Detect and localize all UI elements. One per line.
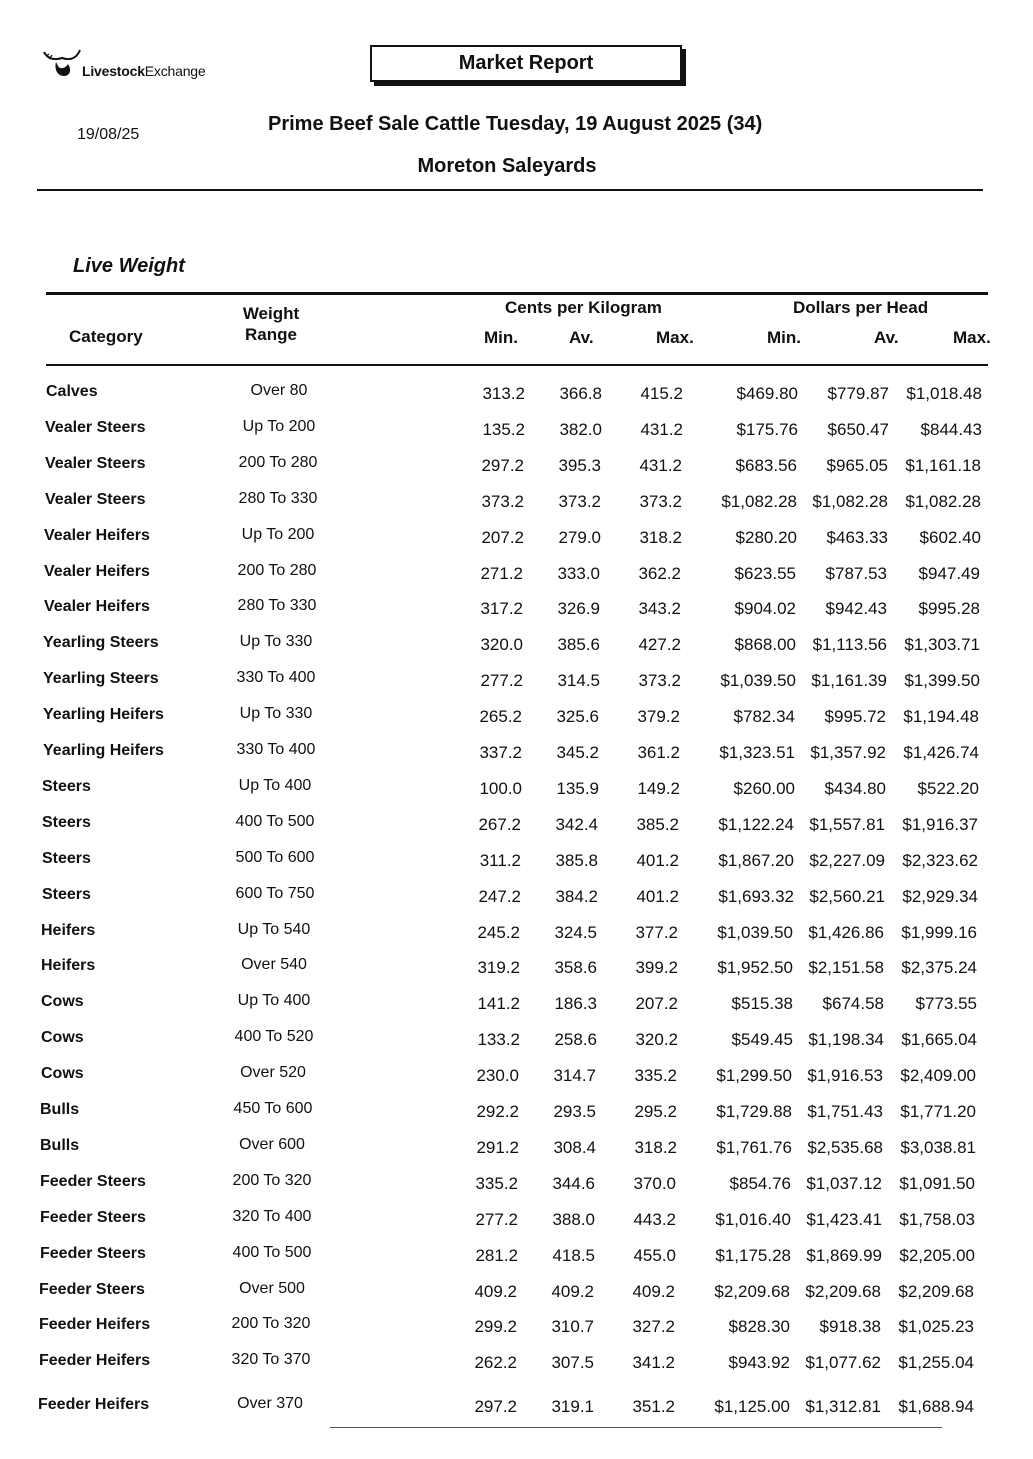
row-weight-range: 400 To 500 — [235, 812, 315, 830]
report-date: 19/08/25 — [77, 126, 140, 143]
row-dollars-max: $1,758.03 — [899, 1209, 975, 1229]
row-dollars-av: $942.43 — [825, 599, 887, 619]
row-dollars-av: $1,312.81 — [805, 1397, 881, 1416]
row-dollars-max: $2,929.34 — [902, 886, 978, 906]
row-dollars-av: $1,161.39 — [811, 671, 887, 691]
row-cents-min: 133.2 — [477, 1030, 520, 1050]
row-cents-av: 409.2 — [551, 1281, 594, 1301]
row-cents-min: 281.2 — [475, 1245, 518, 1265]
row-cents-min: 247.2 — [478, 886, 521, 906]
row-dollars-min: $260.00 — [733, 778, 795, 798]
row-category: Vealer Heifers — [44, 562, 150, 580]
row-cents-max: 327.2 — [632, 1317, 675, 1337]
row-dollars-min: $782.34 — [733, 707, 795, 727]
row-cents-av: 382.0 — [559, 419, 602, 439]
row-weight-range: 400 To 520 — [234, 1028, 314, 1046]
row-dollars-min: $623.55 — [734, 563, 796, 583]
row-dollars-av: $1,077.62 — [805, 1353, 881, 1373]
row-cents-max: 455.0 — [633, 1245, 676, 1265]
row-cents-max: 343.2 — [638, 599, 681, 619]
row-dollars-min: $1,299.50 — [716, 1066, 792, 1086]
row-dollars-min: $943.92 — [728, 1353, 790, 1373]
row-dollars-max: $1,161.18 — [905, 455, 981, 475]
row-dollars-min: $1,039.50 — [717, 922, 793, 942]
row-dollars-max: $1,426.74 — [903, 743, 979, 762]
header-cents-max: Max. — [656, 328, 694, 347]
row-cents-min: 100.0 — [479, 778, 522, 798]
row-category: Yearling Steers — [43, 634, 159, 652]
row-cents-av: 395.3 — [558, 455, 601, 475]
row-cents-av: 293.5 — [553, 1102, 596, 1121]
row-category: Heifers — [41, 921, 96, 939]
row-cents-max: 443.2 — [633, 1209, 676, 1229]
row-cents-av: 385.8 — [555, 850, 598, 870]
row-cents-av: 325.6 — [556, 707, 599, 727]
row-cents-av: 333.0 — [557, 563, 600, 583]
row-weight-range: Up To 200 — [241, 525, 315, 543]
row-category: Cows — [41, 1029, 84, 1047]
row-cents-max: 409.2 — [632, 1281, 675, 1301]
row-cents-av: 319.1 — [551, 1397, 594, 1416]
row-weight-range: 320 To 370 — [231, 1351, 311, 1369]
row-cents-min: 319.2 — [477, 958, 520, 978]
row-cents-min: 271.2 — [480, 563, 523, 583]
row-cents-min: 335.2 — [475, 1173, 518, 1193]
row-cents-min: 262.2 — [474, 1353, 517, 1373]
row-cents-av: 344.6 — [552, 1173, 595, 1193]
row-category: Vealer Heifers — [44, 526, 150, 544]
row-dollars-av: $2,227.09 — [809, 850, 885, 870]
report-subtitle: Moreton Saleyards — [417, 155, 597, 177]
row-dollars-av: $2,560.21 — [809, 886, 885, 906]
row-cents-max: 431.2 — [640, 419, 683, 439]
table-top-rule — [46, 292, 988, 295]
row-dollars-min: $1,039.50 — [720, 671, 796, 691]
row-cents-av: 342.4 — [555, 814, 598, 834]
header-weight-range-line2: Range — [245, 325, 297, 344]
row-dollars-max: $1,303.71 — [904, 635, 980, 655]
header-weight-range — [240, 303, 302, 345]
row-dollars-av: $965.05 — [826, 455, 888, 475]
row-cents-min: 297.2 — [474, 1397, 517, 1416]
row-dollars-max: $773.55 — [915, 994, 977, 1014]
row-dollars-max: $1,091.50 — [899, 1173, 975, 1193]
row-weight-range: 280 To 330 — [238, 489, 318, 507]
row-dollars-min: $280.20 — [735, 527, 797, 547]
row-cents-av: 366.8 — [559, 384, 602, 403]
row-dollars-min: $1,125.00 — [714, 1397, 790, 1416]
row-category: Vealer Heifers — [44, 598, 150, 616]
row-cents-max: 373.2 — [638, 671, 681, 691]
report-title: Prime Beef Sale Cattle Tuesday, 19 August 2025 (34) — [268, 113, 763, 135]
row-cents-min: 313.2 — [482, 384, 525, 403]
row-cents-max: 415.2 — [640, 384, 683, 403]
row-cents-max: 361.2 — [637, 743, 680, 762]
row-weight-range: 200 To 280 — [237, 561, 317, 579]
row-cents-min: 297.2 — [481, 455, 524, 475]
header-dollars-group: Dollars per Head — [793, 298, 929, 317]
row-weight-range: 320 To 400 — [232, 1207, 312, 1225]
header-dollars-min: Min. — [767, 328, 801, 347]
row-cents-av: 388.0 — [552, 1209, 595, 1229]
row-category: Steers — [42, 849, 91, 867]
row-cents-av: 135.9 — [556, 778, 599, 798]
row-cents-min: 291.2 — [476, 1137, 519, 1157]
row-dollars-max: $1,665.04 — [901, 1030, 977, 1050]
row-weight-range: 450 To 600 — [233, 1100, 313, 1117]
row-dollars-max: $1,999.16 — [901, 922, 977, 942]
row-dollars-max: $2,375.24 — [901, 958, 977, 978]
row-dollars-av: $2,151.58 — [808, 958, 884, 978]
row-dollars-min: $469.80 — [736, 384, 798, 403]
row-dollars-max: $1,916.37 — [902, 814, 978, 834]
row-cents-min: 292.2 — [476, 1102, 519, 1121]
row-weight-range: Over 80 — [250, 382, 308, 399]
row-cents-min: 230.0 — [476, 1066, 519, 1086]
row-dollars-max: $1,018.48 — [906, 384, 982, 403]
report-type-box — [370, 45, 682, 82]
row-cents-max: 401.2 — [636, 850, 679, 870]
row-cents-min: 337.2 — [479, 743, 522, 762]
row-weight-range: Over 500 — [239, 1279, 305, 1297]
row-weight-range: Up To 330 — [239, 633, 313, 651]
row-cents-max: 149.2 — [637, 778, 680, 798]
row-dollars-av: $674.58 — [822, 994, 884, 1014]
row-cents-max: 431.2 — [639, 455, 682, 475]
row-cents-max: 362.2 — [638, 563, 681, 583]
row-cents-av: 418.5 — [552, 1245, 595, 1265]
row-category: Calves — [46, 383, 98, 400]
header-category: Category — [69, 327, 143, 346]
row-dollars-max: $947.49 — [918, 563, 980, 583]
row-category: Feeder Steers — [40, 1172, 146, 1190]
row-cents-max: 320.2 — [635, 1030, 678, 1050]
row-weight-range: 400 To 500 — [232, 1243, 312, 1261]
row-weight-range: 280 To 330 — [237, 597, 317, 615]
row-dollars-av: $2,209.68 — [805, 1281, 881, 1301]
row-cents-min: 265.2 — [479, 707, 522, 727]
row-category: Feeder Heifers — [38, 1396, 150, 1413]
row-dollars-av: $787.53 — [825, 563, 887, 583]
row-dollars-min: $175.76 — [736, 419, 798, 439]
row-dollars-min: $549.45 — [731, 1030, 793, 1050]
row-dollars-max: $1,082.28 — [905, 491, 981, 511]
row-dollars-max: $995.28 — [918, 599, 980, 619]
row-dollars-av: $995.72 — [824, 707, 886, 727]
row-cents-av: 373.2 — [558, 491, 601, 511]
row-cents-max: 427.2 — [638, 635, 681, 655]
row-cents-max: 379.2 — [637, 707, 680, 727]
row-category: Steers — [42, 813, 91, 831]
livestock-exchange-logo — [42, 46, 232, 82]
row-cents-av: 345.2 — [556, 743, 599, 762]
row-dollars-min: $904.02 — [734, 599, 796, 619]
row-category: Feeder Heifers — [39, 1352, 151, 1370]
row-category: Vealer Steers — [45, 490, 146, 508]
row-cents-av: 310.7 — [551, 1317, 594, 1337]
row-cents-av: 384.2 — [555, 886, 598, 906]
row-weight-range: Over 370 — [237, 1395, 303, 1412]
bull-horns-icon — [42, 46, 82, 82]
row-dollars-max: $1,688.94 — [898, 1397, 974, 1416]
row-weight-range: Up To 200 — [242, 417, 316, 435]
row-dollars-min: $1,082.28 — [721, 491, 797, 511]
row-dollars-min: $1,693.32 — [718, 886, 794, 906]
header-cents-av: Av. — [569, 328, 594, 347]
row-cents-min: 207.2 — [481, 527, 524, 547]
row-weight-range: Up To 400 — [238, 776, 312, 794]
row-category: Vealer Steers — [45, 454, 146, 472]
row-cents-av: 326.9 — [557, 599, 600, 619]
row-category: Yearling Steers — [43, 670, 159, 688]
row-cents-av: 258.6 — [554, 1030, 597, 1050]
row-dollars-av: $1,198.34 — [808, 1030, 884, 1050]
row-weight-range: 200 To 280 — [238, 453, 318, 471]
logo-text-regular: Exchange — [144, 63, 206, 79]
row-category: Bulls — [40, 1136, 80, 1154]
row-weight-range: 330 To 400 — [236, 669, 316, 687]
row-cents-max: 399.2 — [635, 958, 678, 978]
row-cents-max: 373.2 — [639, 491, 682, 511]
row-cents-max: 335.2 — [634, 1066, 677, 1086]
row-dollars-max: $1,771.20 — [900, 1102, 976, 1121]
row-dollars-min: $1,761.76 — [716, 1137, 792, 1157]
row-dollars-av: $2,535.68 — [807, 1137, 883, 1157]
row-cents-av: 308.4 — [553, 1137, 596, 1157]
row-category: Heifers — [41, 957, 96, 975]
row-weight-range: Over 600 — [239, 1135, 305, 1153]
row-weight-range: Up To 540 — [237, 920, 311, 938]
row-weight-range: Up To 400 — [237, 992, 311, 1010]
row-dollars-min: $683.56 — [735, 455, 797, 475]
row-cents-av: 385.6 — [557, 635, 600, 655]
row-dollars-max: $2,205.00 — [899, 1245, 975, 1265]
header-dollars-av: Av. — [874, 328, 899, 347]
row-cents-max: 207.2 — [635, 994, 678, 1014]
row-dollars-max: $1,255.04 — [898, 1353, 974, 1373]
row-cents-max: 385.2 — [636, 814, 679, 834]
row-dollars-max: $3,038.81 — [900, 1137, 976, 1157]
row-dollars-av: $1,557.81 — [809, 814, 885, 834]
row-dollars-av: $650.47 — [827, 419, 889, 439]
row-category: Steers — [42, 777, 91, 795]
row-dollars-av: $434.80 — [824, 778, 886, 798]
header-weight-range-line1: Weight — [242, 304, 300, 323]
row-cents-min: 299.2 — [474, 1317, 517, 1337]
row-cents-min: 267.2 — [478, 814, 521, 834]
row-dollars-min: $1,729.88 — [716, 1102, 792, 1121]
row-cents-av: 186.3 — [554, 994, 597, 1014]
header-dollars-max: Max. — [953, 328, 991, 347]
row-dollars-min: $868.00 — [734, 635, 796, 655]
row-cents-min: 135.2 — [482, 419, 525, 439]
row-category: Feeder Steers — [40, 1208, 146, 1226]
row-cents-av: 314.5 — [557, 671, 600, 691]
row-cents-min: 277.2 — [475, 1209, 518, 1229]
row-category: Cows — [41, 1065, 84, 1083]
report-type-label: Market Report — [458, 52, 594, 74]
row-weight-range: 200 To 320 — [231, 1315, 311, 1333]
row-dollars-max: $2,209.68 — [898, 1281, 974, 1301]
row-cents-min: 311.2 — [479, 850, 521, 870]
row-category: Yearling Heifers — [43, 742, 164, 759]
header-cents-min: Min. — [484, 328, 518, 347]
row-weight-range: 500 To 600 — [235, 848, 315, 866]
row-weight-range: 600 To 750 — [235, 884, 315, 902]
row-dollars-min: $1,323.51 — [719, 743, 795, 762]
row-dollars-av: $1,869.99 — [806, 1245, 882, 1265]
row-cents-min: 320.0 — [480, 635, 523, 655]
row-cents-min: 141.2 — [477, 994, 520, 1014]
row-dollars-av: $1,037.12 — [806, 1173, 882, 1193]
row-dollars-min: $1,175.28 — [715, 1245, 791, 1265]
header-divider — [37, 189, 983, 191]
footer-rule — [330, 1427, 942, 1428]
row-dollars-min: $1,016.40 — [715, 1209, 791, 1229]
row-dollars-av: $1,751.43 — [807, 1102, 883, 1121]
row-dollars-min: $854.76 — [729, 1173, 791, 1193]
row-dollars-max: $1,194.48 — [903, 707, 979, 727]
row-cents-min: 277.2 — [480, 671, 523, 691]
row-cents-av: 324.5 — [554, 922, 597, 942]
row-cents-av: 358.6 — [554, 958, 597, 978]
row-category: Yearling Heifers — [43, 706, 164, 724]
row-cents-max: 377.2 — [635, 922, 678, 942]
row-cents-max: 341.2 — [632, 1353, 675, 1373]
row-dollars-av: $1,113.56 — [812, 635, 887, 655]
row-dollars-max: $522.20 — [917, 778, 979, 798]
row-category: Vealer Steers — [45, 418, 146, 436]
row-dollars-av: $1,423.41 — [806, 1209, 882, 1229]
row-dollars-av: $1,082.28 — [812, 491, 888, 511]
row-dollars-min: $1,867.20 — [718, 850, 794, 870]
row-weight-range: Over 520 — [240, 1064, 306, 1082]
row-dollars-min: $515.38 — [731, 994, 793, 1014]
row-weight-range: 330 To 400 — [236, 741, 316, 758]
row-category: Bulls — [40, 1101, 80, 1118]
row-dollars-min: $828.30 — [728, 1317, 790, 1337]
row-dollars-min: $2,209.68 — [714, 1281, 790, 1301]
row-dollars-max: $1,025.23 — [898, 1317, 974, 1337]
row-dollars-max: $2,323.62 — [902, 850, 978, 870]
row-cents-max: 295.2 — [634, 1102, 677, 1121]
header-bottom-rule — [46, 364, 988, 366]
row-cents-max: 318.2 — [634, 1137, 677, 1157]
row-category: Feeder Steers — [40, 1244, 146, 1262]
row-dollars-min: $1,952.50 — [717, 958, 793, 978]
logo-text-bold: Livestock — [82, 63, 145, 79]
row-cents-min: 373.2 — [481, 491, 524, 511]
row-cents-av: 307.5 — [551, 1353, 594, 1373]
row-dollars-av: $918.38 — [819, 1317, 881, 1337]
section-title: Live Weight — [73, 255, 185, 277]
row-dollars-min: $1,122.24 — [718, 814, 794, 834]
row-cents-min: 317.2 — [480, 599, 523, 619]
row-cents-max: 318.2 — [639, 527, 682, 547]
row-cents-av: 314.7 — [553, 1066, 596, 1086]
row-weight-range: Over 540 — [241, 956, 307, 974]
row-category: Feeder Steers — [39, 1280, 145, 1298]
row-cents-av: 279.0 — [558, 527, 601, 547]
row-cents-max: 401.2 — [636, 886, 679, 906]
row-cents-max: 370.0 — [633, 1173, 676, 1193]
row-weight-range: 200 To 320 — [232, 1171, 312, 1189]
header-cents-group: Cents per Kilogram — [505, 298, 662, 317]
row-dollars-max: $2,409.00 — [900, 1066, 976, 1086]
row-category: Cows — [41, 993, 84, 1011]
row-dollars-max: $602.40 — [919, 527, 981, 547]
row-dollars-av: $1,916.53 — [807, 1066, 883, 1086]
row-dollars-av: $1,426.86 — [808, 922, 884, 942]
row-dollars-av: $463.33 — [826, 527, 888, 547]
row-weight-range: Up To 330 — [239, 705, 313, 723]
row-dollars-max: $1,399.50 — [904, 671, 980, 691]
row-cents-min: 409.2 — [474, 1281, 517, 1301]
row-category: Feeder Heifers — [39, 1316, 151, 1334]
row-cents-max: 351.2 — [632, 1397, 675, 1416]
row-dollars-av: $779.87 — [827, 384, 889, 403]
row-dollars-av: $1,357.92 — [810, 743, 886, 762]
row-dollars-max: $844.43 — [920, 419, 982, 439]
row-cents-min: 245.2 — [477, 922, 520, 942]
row-category: Steers — [42, 885, 91, 903]
